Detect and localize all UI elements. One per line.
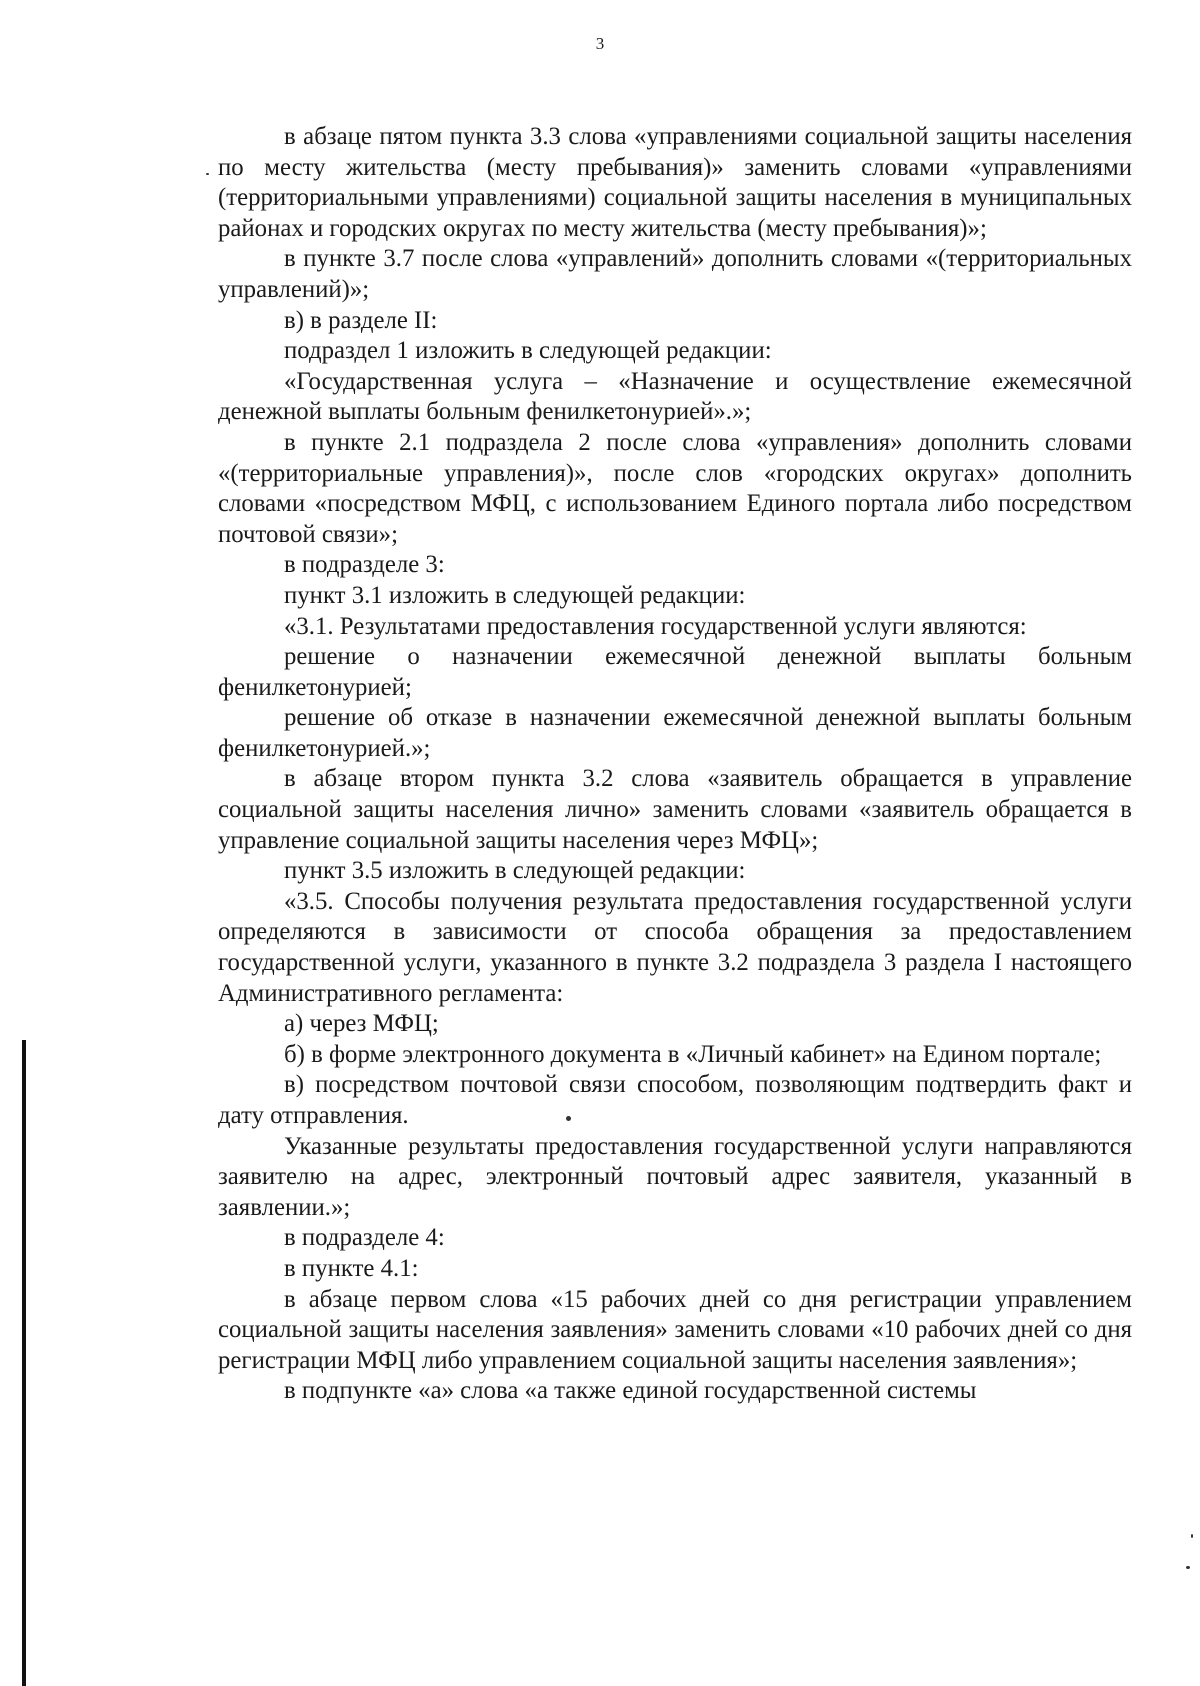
paragraph: в пункте 4.1: <box>284 1254 419 1282</box>
page-number: 3 <box>595 34 605 53</box>
paragraph: пункт 3.1 изложить в следующей редакции: <box>284 581 746 609</box>
paragraph: в пункте 3.7 после слова «управлений» дополнить словами «(территориальных управлений)»; <box>218 245 1132 303</box>
paragraph: в подпункте «а» слова «а также единой государственной системы <box>284 1377 977 1405</box>
scan-speck <box>1186 1566 1190 1569</box>
scan-speck <box>206 173 209 175</box>
paragraph: подраздел 1 изложить в следующей редакции: <box>284 337 772 365</box>
paragraph: пункт 3.5 изложить в следующей редакции: <box>284 857 746 885</box>
paragraph: в абзаце втором пункта 3.2 слова «заявитель обращается в управление социальной защиты населения лично» заменить словами «заявитель обращается в управление социальной защиты населения через МФЦ»; <box>218 765 1132 854</box>
scan-speck <box>566 1116 571 1121</box>
paragraph: в абзаце пятом пункта 3.3 слова «управлениями социальной защиты населения по месту жительства (месту пребывания)» заменить словами «управлениями (территориальными управлениями) социальной защиты населения в муниципальных районах и городских округах по месту жительства (месту пребывания)»; <box>218 123 1132 242</box>
paragraph: в абзаце первом слова «15 рабочих дней со дня регистрации управлением социальной защиты населения заявления» заменить словами «10 рабочих дней со дня регистрации МФЦ либо управлением социальной защиты населения заявления»; <box>218 1285 1132 1374</box>
paragraph: а) через МФЦ; <box>284 1010 439 1038</box>
scan-edge-line <box>22 1040 26 1686</box>
paragraph: «3.5. Способы получения результата предоставления государственной услуги определяются в зависимости от способа обращения за предоставлением государственной услуги, указанного в пункте 3.2 подраздела 3 раздела I настоящего Административного регламента: <box>218 887 1132 1007</box>
paragraph: б) в форме электронного документа в «Личный кабинет» на Едином портале; <box>284 1040 1102 1068</box>
paragraph: в подразделе 3: <box>284 551 445 579</box>
paragraph: в) посредством почтовой связи способом, позволяющим подтвердить факт и дату отправления. <box>218 1071 1132 1129</box>
paragraph: в пункте 2.1 подраздела 2 после слова «управления» дополнить словами «(территориальные управления)», после слов «городских округах» дополнить словами «посредством МФЦ, с использованием Единого портала либо посредством почтовой связи»; <box>218 428 1132 548</box>
document-body <box>218 122 1132 1407</box>
paragraph: «3.1. Результатами предоставления государственной услуги являются: <box>284 612 1027 640</box>
paragraph: в) в разделе II: <box>284 306 438 334</box>
paragraph: решение об отказе в назначении ежемесячной денежной выплаты больным фенилкетонурией.»; <box>218 704 1132 762</box>
paragraph: в подразделе 4: <box>284 1224 445 1252</box>
paragraph: «Государственная услуга – «Назначение и осуществление ежемесячной денежной выплаты больным фенилкетонурией».»; <box>218 367 1132 426</box>
paragraph: Указанные результаты предоставления государственной услуги направляются заявителю на адрес, электронный почтовый адрес заявителя, указанный в заявлении.»; <box>218 1132 1132 1221</box>
paragraph: решение о назначении ежемесячной денежной выплаты больным фенилкетонурией; <box>218 643 1132 701</box>
scan-speck <box>1191 1534 1193 1538</box>
